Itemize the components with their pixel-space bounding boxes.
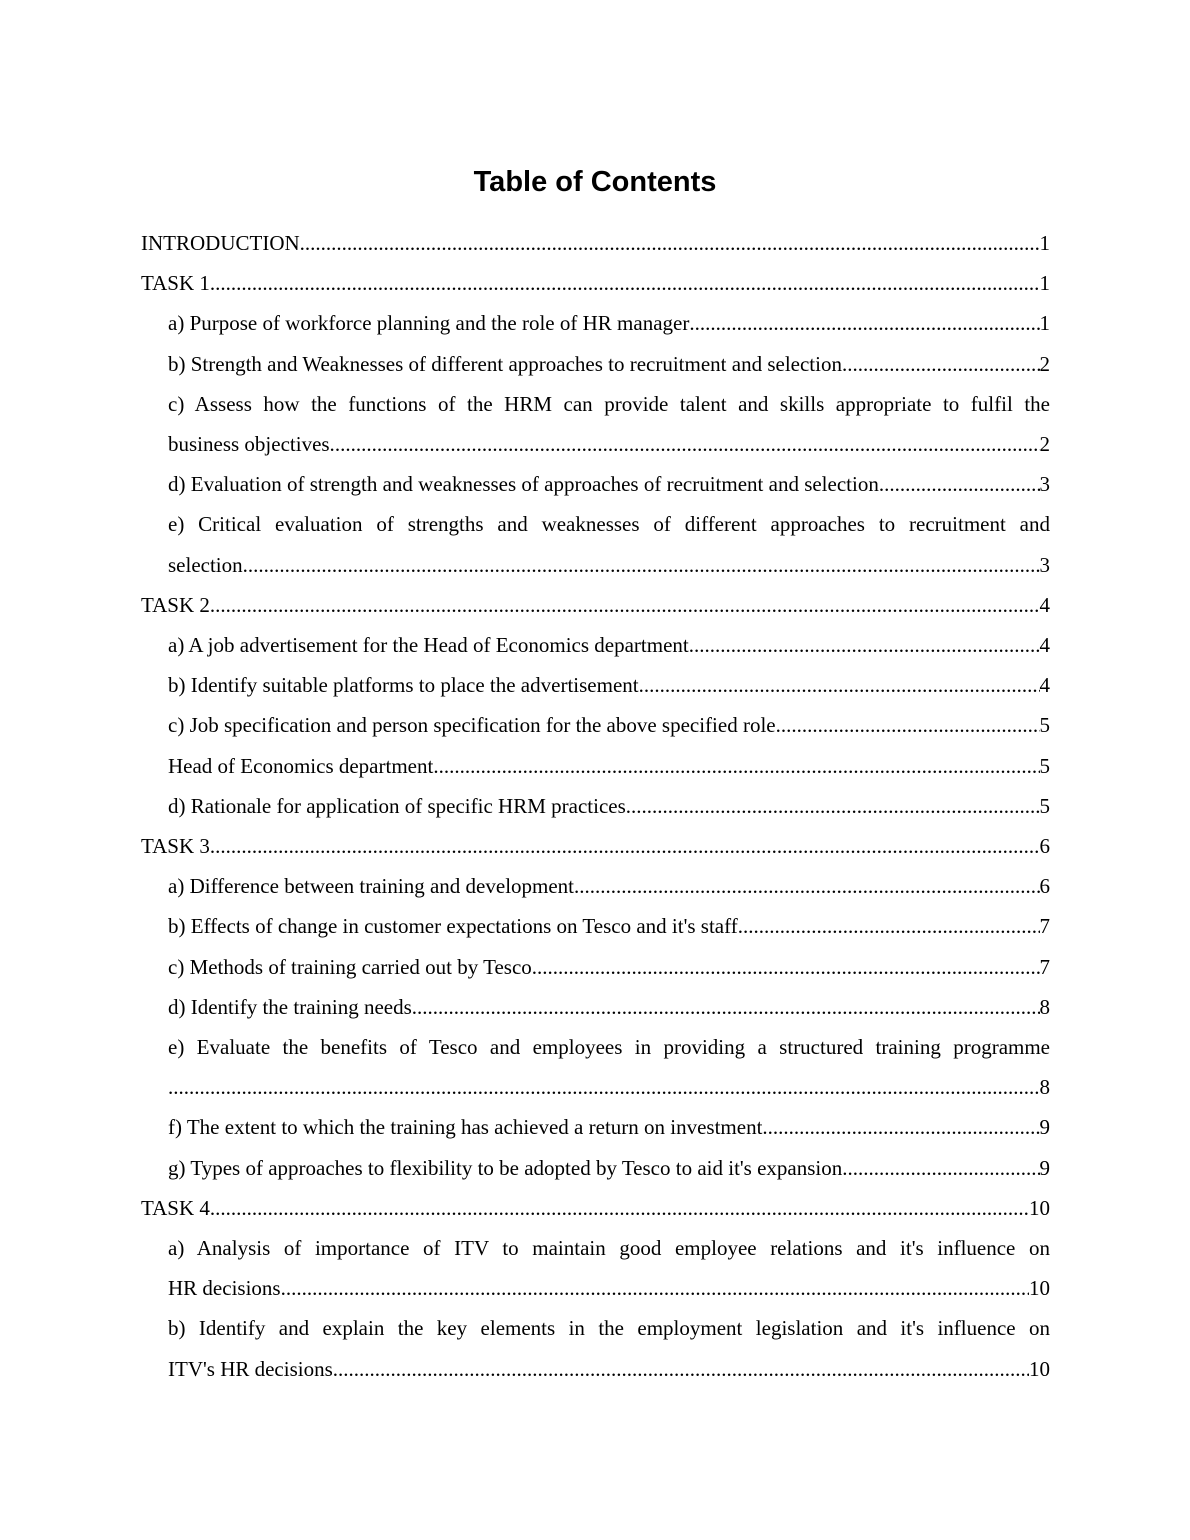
toc-entry-line — [168, 906, 1050, 946]
toc-entry-line — [168, 1148, 1050, 1188]
toc-entry[interactable] — [141, 665, 1050, 705]
toc-entry-line — [141, 223, 1050, 263]
toc-entry-wrap — [168, 1027, 1050, 1107]
toc-dot-leader — [210, 1188, 1029, 1228]
toc-entry-label: e) Critical evaluation of strengths and weaknesses of different approaches to recruitment and — [168, 512, 1050, 537]
toc-entry[interactable] — [141, 1107, 1050, 1147]
toc-page-number: 10 — [1029, 1276, 1050, 1301]
toc-page-number: 4 — [1039, 633, 1050, 658]
toc-entry-line — [168, 303, 1050, 343]
toc-dot-leader — [626, 786, 1040, 826]
toc-dot-leader — [689, 303, 1039, 343]
toc-entry[interactable] — [141, 625, 1050, 665]
toc-entry-line — [168, 625, 1050, 665]
toc-entry-wrap — [168, 384, 1050, 464]
toc-dot-leader — [532, 947, 1040, 987]
toc-entry[interactable] — [141, 906, 1050, 946]
toc-entry[interactable] — [141, 947, 1050, 987]
toc-entry[interactable] — [141, 826, 1050, 866]
toc-entry-line — [168, 545, 1050, 585]
toc-dot-leader — [884, 464, 1039, 504]
toc-entry[interactable] — [141, 1228, 1050, 1308]
toc-dot-leader — [243, 545, 1040, 585]
toc-entry-line — [168, 786, 1050, 826]
toc-entry-line — [168, 1349, 1050, 1389]
toc-entry-line — [168, 1268, 1050, 1308]
toc-entry-line — [141, 826, 1050, 866]
toc-entry-label: c) Job specification and person specification for the above specified role — [168, 713, 776, 738]
toc-entry[interactable] — [141, 786, 1050, 826]
toc-entry-label: b) Effects of change in customer expectations on Tesco and it's staff — [168, 914, 738, 939]
toc-entry-label: b) Strength and Weaknesses of different approaches to recruitment and selection — [168, 351, 842, 376]
toc-page-number: 8 — [1039, 994, 1050, 1019]
toc-entry-label: a) Difference between training and development — [168, 874, 575, 899]
toc-entry-line — [168, 746, 1050, 786]
toc-entry-label: a) A job advertisement for the Head of Economics department — [168, 633, 689, 658]
toc-entry-wrap — [168, 504, 1050, 584]
toc-entry-line — [141, 1188, 1050, 1228]
toc-entry-label: f) The extent to which the training has achieved a return on investment — [168, 1115, 763, 1140]
toc-page-number: 3 — [1039, 552, 1050, 577]
toc-list — [141, 223, 1050, 1389]
toc-entry-line — [168, 344, 1050, 384]
toc-dot-leader — [333, 1349, 1029, 1389]
toc-entry-line — [168, 424, 1050, 464]
toc-entry[interactable] — [141, 1188, 1050, 1228]
toc-dot-leader — [300, 223, 1040, 263]
toc-entry-label: b) Identify suitable platforms to place the advertisement — [168, 673, 639, 698]
toc-title: Table of Contents — [473, 166, 717, 198]
toc-entry-label: TASK 2 — [141, 592, 210, 617]
toc-entry[interactable] — [141, 987, 1050, 1027]
toc-entry-label: a) Purpose of workforce planning and the role of HR manager — [168, 311, 690, 336]
toc-entry-line — [168, 464, 1050, 504]
toc-dot-leader — [738, 906, 1040, 946]
toc-page-number: 4 — [1039, 592, 1050, 617]
toc-entry[interactable] — [141, 303, 1050, 343]
toc-entry-line — [168, 987, 1050, 1027]
toc-entry[interactable] — [141, 866, 1050, 906]
toc-entry-label-continuation: ITV's HR decisions — [168, 1356, 333, 1381]
toc-page-number: 7 — [1039, 954, 1050, 979]
toc-dot-leader — [776, 705, 1040, 745]
toc-dot-leader — [210, 585, 1040, 625]
toc-dot-leader — [842, 344, 1040, 384]
toc-entry-label: a) Analysis of importance of ITV to maintain good employee relations and it's influence on — [168, 1236, 1050, 1261]
toc-page-number: 9 — [1039, 1155, 1050, 1180]
toc-page-number: 2 — [1039, 432, 1050, 457]
toc-page-number: 7 — [1039, 914, 1050, 939]
toc-page-number: 6 — [1039, 874, 1050, 899]
toc-page-number: 5 — [1039, 793, 1050, 818]
toc-page-number: 1 — [1039, 231, 1050, 255]
toc-page-number: 6 — [1039, 834, 1050, 859]
toc-dot-leader — [689, 625, 1040, 665]
toc-entry-wrap — [168, 1228, 1050, 1308]
toc-entry[interactable] — [141, 705, 1050, 745]
toc-entry[interactable] — [141, 344, 1050, 384]
toc-dot-leader — [433, 746, 1039, 786]
toc-entry[interactable] — [141, 223, 1050, 263]
toc-entry-label-continuation: selection — [168, 552, 243, 577]
toc-entry-label: d) Identify the training needs — [168, 994, 412, 1019]
toc-entry-line — [168, 665, 1050, 705]
toc-entry-label: g) Types of approaches to flexibility to be adopted by Tesco to aid it's expansion — [168, 1155, 843, 1180]
toc-entry-line — [141, 263, 1050, 303]
toc-dot-leader — [639, 665, 1040, 705]
toc-page-number: 1 — [1039, 311, 1050, 336]
toc-entry-line — [168, 947, 1050, 987]
toc-page-number: 2 — [1039, 351, 1050, 376]
toc-entry[interactable] — [141, 746, 1050, 786]
toc-entry-label-continuation: HR decisions — [168, 1276, 281, 1301]
toc-entry-label-continuation: business objectives. — [168, 432, 335, 457]
toc-page-number: 1 — [1039, 271, 1050, 296]
toc-dot-leader — [842, 1148, 1039, 1188]
toc-entry-label: b) Identify and explain the key elements in the employment legislation and it's influence on — [168, 1316, 1050, 1341]
toc-entry[interactable] — [141, 585, 1050, 625]
toc-entry-label: c) Assess how the functions of the HRM can provide talent and skills appropriate to fulfil the — [168, 391, 1050, 416]
toc-dot-leader — [762, 1107, 1039, 1147]
toc-entry-label: Head of Economics department — [168, 753, 434, 778]
toc-page-number: 10 — [1029, 1356, 1050, 1381]
toc-entry[interactable] — [141, 1308, 1050, 1388]
toc-entry-label: c) Methods of training carried out by Tesco — [168, 954, 532, 979]
toc-entry[interactable] — [141, 1148, 1050, 1188]
toc-entry-label: TASK 4 — [141, 1195, 210, 1220]
toc-entry-line — [168, 1067, 1050, 1107]
toc-page-number: 5 — [1039, 713, 1050, 738]
toc-entry-label: INTRODUCTION — [141, 231, 300, 255]
toc-entry[interactable] — [141, 1027, 1050, 1107]
toc-page-number: 9 — [1039, 1115, 1050, 1140]
toc-entry-label: d) Evaluation of strength and weaknesses of approaches of recruitment and selection. — [168, 472, 885, 497]
toc-entry-line — [168, 1107, 1050, 1147]
toc-dot-leader — [210, 826, 1040, 866]
toc-entry-label: TASK 1 — [141, 271, 210, 296]
toc-page-number: 5 — [1039, 753, 1050, 778]
toc-dot-leader — [210, 263, 1040, 303]
toc-entry-label: d) Rationale for application of specific HRM practices — [168, 793, 626, 818]
toc-entry-label: TASK 3 — [141, 834, 210, 859]
toc-dot-leader — [335, 424, 1040, 464]
toc-page-number: 3 — [1039, 472, 1050, 497]
toc-page-number: 10 — [1029, 1195, 1050, 1220]
toc-entry[interactable] — [141, 263, 1050, 303]
toc-entry-line — [141, 585, 1050, 625]
toc-entry-line — [168, 705, 1050, 745]
toc-entry-line — [168, 866, 1050, 906]
toc-dot-leader — [412, 987, 1040, 1027]
toc-entry[interactable] — [141, 464, 1050, 504]
toc-page-number: 4 — [1039, 673, 1050, 698]
toc-entry[interactable] — [141, 384, 1050, 464]
toc-entry-label: e) Evaluate the benefits of Tesco and employees in providing a structured training programme — [168, 1035, 1050, 1060]
toc-dot-leader — [281, 1268, 1029, 1308]
toc-dot-leader — [574, 866, 1039, 906]
toc-entry[interactable] — [141, 504, 1050, 584]
toc-entry-wrap — [168, 1308, 1050, 1388]
toc-dot-leader — [168, 1067, 1040, 1107]
toc-page-number: 8 — [1039, 1075, 1050, 1100]
